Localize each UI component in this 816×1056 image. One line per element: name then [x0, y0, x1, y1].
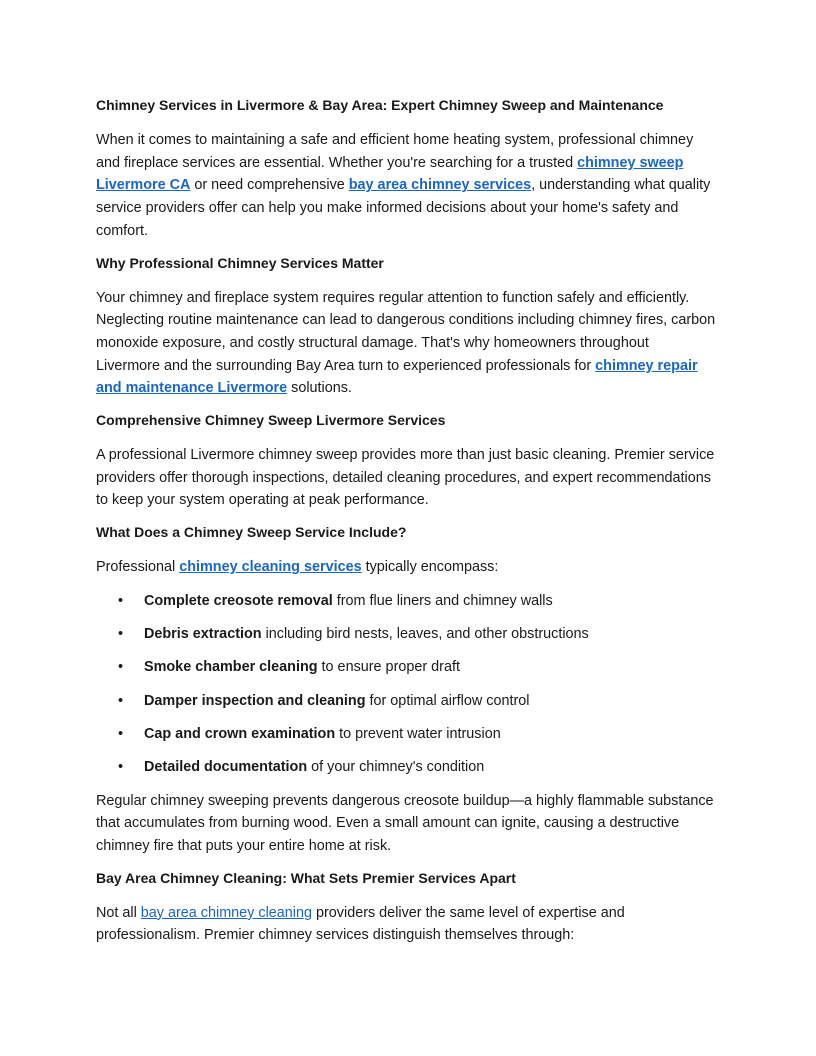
list-item-bold: Debris extraction	[144, 626, 262, 643]
list-item-text: for optimal airflow control	[365, 692, 530, 709]
why-paragraph	[96, 287, 716, 401]
intro-text-1: When it comes to maintaining a safe and efficient home heating system, professional chimney and fireplace services are essential. Whether you're searching for a trusted	[96, 132, 694, 171]
bullet-icon: •	[118, 726, 124, 743]
list-item	[96, 623, 716, 645]
bay-text-2: providers deliver the same level of expertise and professionalism. Premier chimney services distinguish themselves through:	[96, 904, 625, 944]
list-item-text: to prevent water intrusion	[335, 726, 501, 743]
bullet-icon: •	[118, 592, 124, 609]
list-item	[96, 756, 716, 778]
list-item	[96, 690, 716, 712]
bay-area-paragraph	[96, 902, 716, 947]
include-text-2: typically encompass:	[361, 559, 499, 576]
list-item	[96, 723, 716, 745]
chimney-sweep-livermore-link[interactable]: chimney sweep Livermore CA	[96, 154, 684, 194]
list-item-text: including bird nests, leaves, and other obstructions	[261, 626, 589, 643]
intro-text-2: or need comprehensive	[190, 177, 349, 194]
comprehensive-heading: Comprehensive Chimney Sweep Livermore Services	[96, 412, 446, 429]
include-text-1: Professional	[96, 559, 180, 576]
intro-text-3: , understanding what quality service providers offer can help you make informed decisions about your home's safety and comfort.	[96, 177, 711, 239]
bay-area-chimney-cleaning-link[interactable]: bay area chimney cleaning	[140, 904, 312, 921]
chimney-repair-link[interactable]: chimney repair and maintenance Livermore	[96, 357, 698, 397]
bay-text-1: Not all	[96, 904, 141, 921]
document-body	[96, 96, 716, 958]
list-item-bold: Detailed documentation	[144, 759, 308, 776]
intro-paragraph	[96, 129, 716, 243]
list-item-text: to ensure proper draft	[317, 659, 460, 676]
why-heading: Why Professional Chimney Services Matter	[96, 254, 384, 271]
bullet-icon: •	[118, 626, 124, 643]
list-item-bold: Complete creosote removal	[144, 592, 333, 609]
services-list	[96, 590, 716, 778]
list-item-bold: Smoke chamber cleaning	[144, 659, 318, 676]
include-intro	[96, 556, 716, 579]
bullet-icon: •	[118, 759, 124, 776]
list-item-text: of your chimney's condition	[307, 759, 485, 776]
bay-area-chimney-services-link[interactable]: bay area chimney services	[348, 177, 532, 194]
list-item-bold: Damper inspection and cleaning	[144, 692, 366, 709]
creosote-paragraph: Regular chimney sweeping prevents dangerous creosote buildup—a highly flammable substance that accumulates from burning wood. Even a small amount can ignite, causing a destructive chimney fire that puts your entire home at risk.	[96, 792, 714, 855]
include-heading: What Does a Chimney Sweep Service Include?	[96, 524, 407, 541]
comprehensive-paragraph: A professional Livermore chimney sweep provides more than just basic cleaning. Premier service providers offer thorough inspections, detailed cleaning procedures, and expert recommendations to keep your system operating at peak performance.	[96, 447, 715, 509]
chimney-cleaning-services-link[interactable]: chimney cleaning services	[179, 559, 362, 576]
bullet-icon: •	[118, 659, 124, 676]
why-text-1: Your chimney and fireplace system requires regular attention to function safely and efficiently. Neglecting routine maintenance can lead to dangerous conditions including chimney fires, carbon monoxide exposure, and costly structural damage. That's why homeowners throughout Livermore and the surrounding Bay Area turn to experienced professionals for	[96, 289, 716, 374]
list-item-bold: Cap and crown examination	[144, 726, 336, 743]
bullet-icon: •	[118, 692, 124, 709]
page-title: Chimney Services in Livermore & Bay Area: Expert Chimney Sweep and Maintenance	[96, 97, 664, 113]
bay-area-heading: Bay Area Chimney Cleaning: What Sets Premier Services Apart	[96, 869, 516, 886]
why-text-2: solutions.	[287, 380, 352, 397]
list-item	[96, 590, 716, 612]
list-item-text: from flue liners and chimney walls	[332, 592, 553, 609]
list-item	[96, 656, 716, 678]
